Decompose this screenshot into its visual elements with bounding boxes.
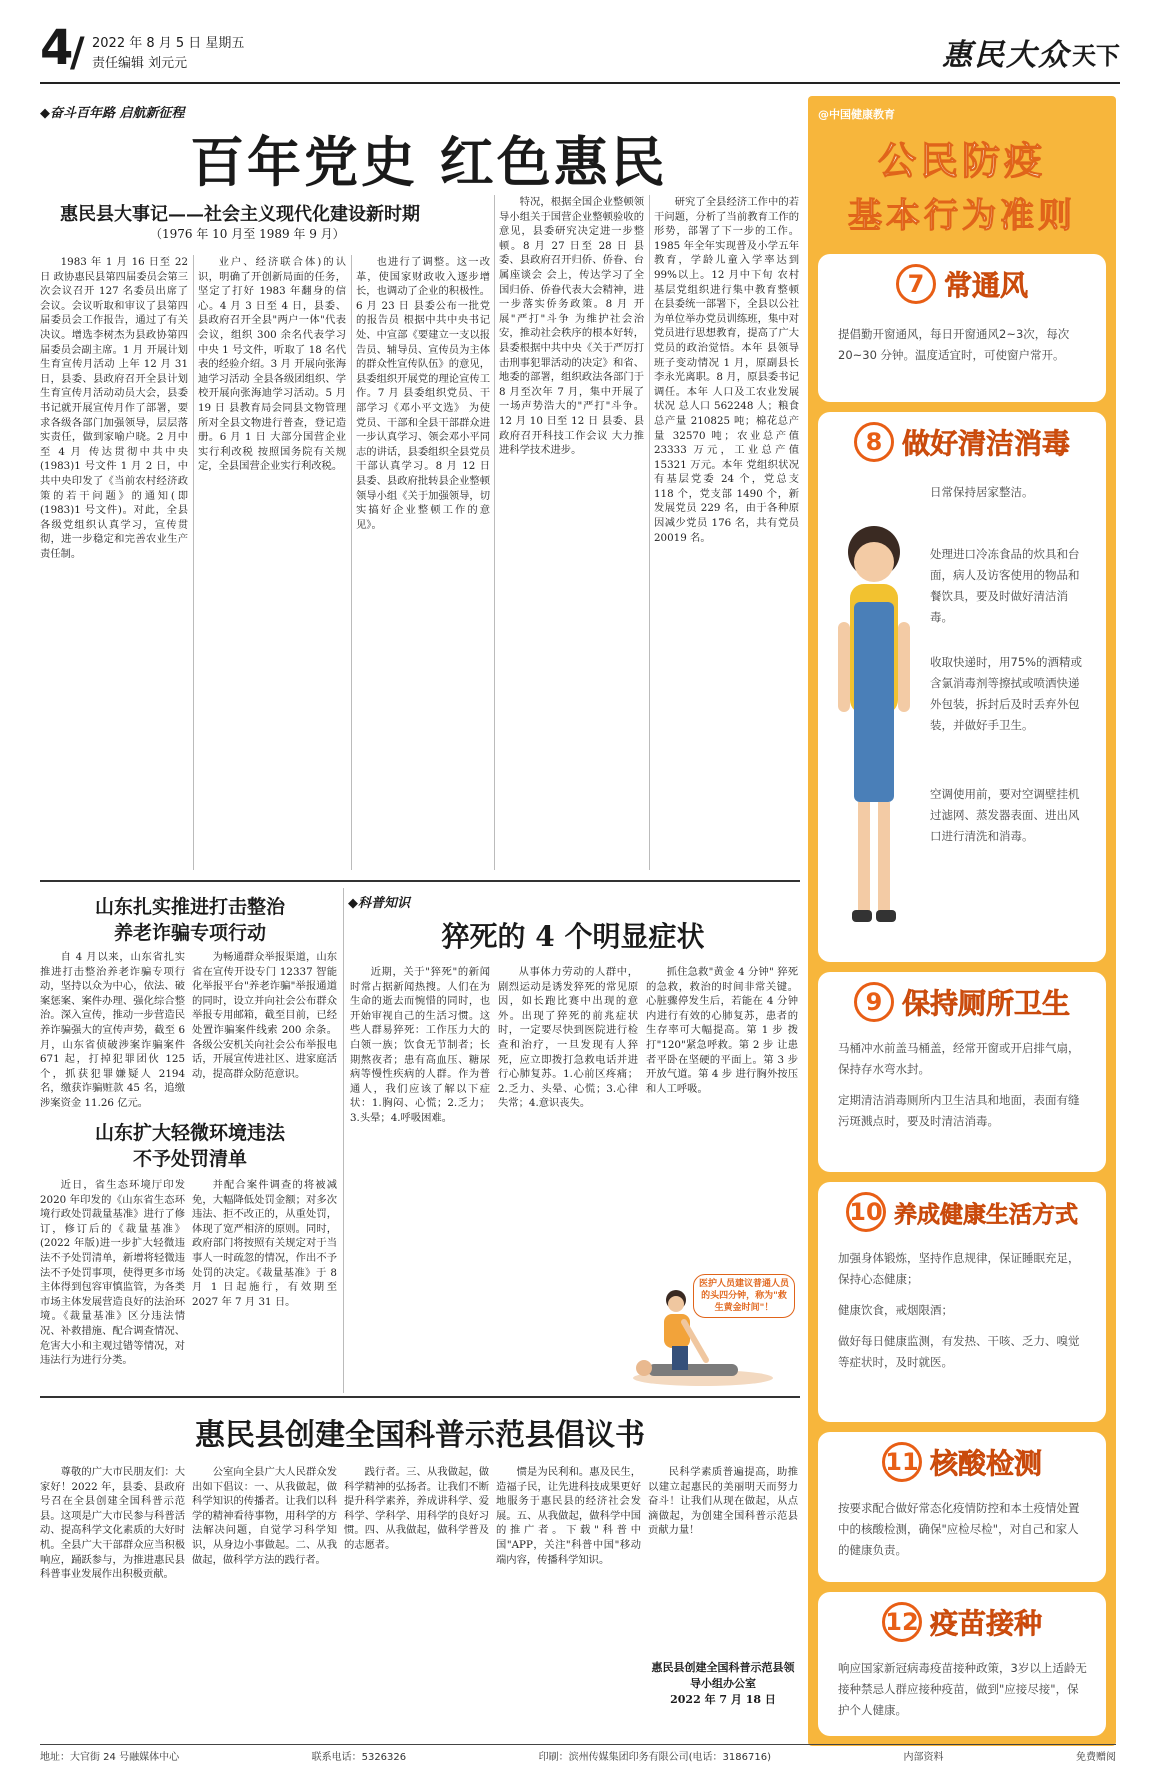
lead-column-4: 特况，根据全国企业整顿领导小组关于国营企业整顿验收的意见，县委研究决定进一步整顿。8 月 27 日至 28 日 县委、县政府召开归侨、侨眷、台属座谈会 会上，传达学习了全国归侨、侨眷代表大会精神，进一步落实侨务政策。8 月 开展"严打"斗争 为维护社会治安，推动社会秩序的根本好转，县委根据中共中央《关于严厉打击刑事犯罪活动的决定》和省、地委的部署，组织政法各部门于 8 月至次年 7 月，集中开展了一场声势浩大的"严打"斗争。12 月 10 日至 12 日 县委、县政府召开科技工作会议 大力推进科学技术进步。	[499, 196, 644, 457]
rule-body-7: 提倡勤开窗通风，每日开窗通风2~3次，每次20~30 分钟。温度适宜时，可使窗户常开。	[838, 327, 1070, 362]
story2-headline-line2: 不予处罚清单	[132, 1148, 247, 1170]
cpr-caption: 医护人员建议普通人员的头四分钟，称为"救生黄金时间"！	[693, 1274, 795, 1318]
lead-column-5: 研究了全县经济工作中的若干问题，分析了当前教育工作的形势，部署了下一步的工作。1985 年全年实现普及小学五年教育，学龄儿童入学率达到 99%以上。12 月中下旬 农村基层党组织进行集中教育整顿 在县委统一部署下，全县以公社为单位举办党员训练班，集中对党员进行思想教育，提高了广大党员的政治觉悟。本年 县领导班子变动情况 1 月，原副县长李永光离职。8 月，原县委书记调任。本年 人口及工农业发展状况 总人口 562248 人；粮食总产量 210825 吨；棉花总产量 32570 吨；农业总产值 23333 万元，工业总产值 15321 万元。本年 党组织状况 有基层党委 24 个，党总支 118 个，党支部 1490 个，新发展党员 229 名，由于各种原因减少党员 176 名，共有党员 20019 名。	[654, 196, 799, 544]
rule-card-8	[818, 412, 1106, 962]
rule-card-11	[818, 1432, 1106, 1582]
lead-kicker: ◆奋斗百年路 启航新征程	[40, 106, 185, 121]
rule-body-8-line2: 处理进口冷冻食品的炊具和台面，病人及访客使用的物品和餐饮具，要及时做好清洁消毒。	[930, 547, 1080, 624]
story1-column-2: 为畅通群众举报渠道，山东省在宣传开设专门 12337 智能化举报平台"养老诈骗"举报通道的同时，设立并向社会公布群众举报专用邮箱，截至目前，已经处置诈骗案件线索 200 余条。各级公安机关向社会公布举报电话，开展宣传进社区、进家庭活动，提高群众防范意识。	[192, 951, 337, 1080]
story4-column-4: 惯是为民利和。惠及民生，造福子民，让先进科技成果更好地服务于惠民县的经济社会发展。五、从我做起，做科学中国的推广者。下载"科普中国"APP，关注"科普中国"移动端内容，传播科学知识。	[496, 1466, 641, 1566]
sidebar-source-tag: @中国健康教育	[818, 108, 895, 121]
footer-address: 地址：大官街 24 号融媒体中心	[40, 1752, 180, 1763]
rule-card-8-head	[854, 422, 1070, 462]
rule-body-8-line4: 空调使用前，要对空调壁挂机过滤网、蒸发器表面、进出风口进行清洗和消毒。	[930, 787, 1080, 843]
editor-credit: 责任编辑 刘元元	[92, 56, 188, 71]
story1-headline-line2: 养老诈骗专项行动	[113, 922, 266, 944]
story3-headline: 猝死的 4 个明显症状	[441, 920, 705, 953]
sidebar-title-line1: 公民防疫	[877, 139, 1046, 183]
rule-card-9	[818, 972, 1106, 1172]
rule-number-10: 10	[846, 1192, 886, 1232]
rule-number-9: 9	[854, 982, 894, 1022]
story4-column-1: 尊敬的广大市民朋友们：大家好！2022 年，县委、县政府号召在全县创建全国科普示范县。这项是广大市民参与科普活动、提高科学文化素质的大好时机。全县广大干部群众应当积极响应，踊跃参与，为推进惠民县科普事业发展作出积极贡献。	[40, 1466, 185, 1581]
rule-body-10: 加强身体锻炼，坚持作息规律，保证睡眠充足，保持心态健康； 健康饮食，戒烟限酒； 做好每日健康监测，有发热、干咳、乏力、嗅觉等症状时，及时就医。	[838, 1251, 1080, 1369]
story4-headline: 惠民县创建全国科普示范县倡议书	[195, 1418, 645, 1453]
story4-signature	[648, 1660, 798, 1708]
rule-number-12: 12	[882, 1602, 922, 1642]
epidemic-prevention-sidebar	[808, 96, 1116, 1746]
page-slash: /	[70, 30, 85, 76]
story4-column-3: 践行者。三、从我做起，做科学精神的弘扬者。让我们不断提升科学素养，养成讲科学、爱科学、学科学、用科学的良好习惯。四、从我做起，做科学普及的志愿者。	[344, 1466, 489, 1551]
story2-column-1: 近日，省生态环境厅印发 2020 年印发的《山东省生态环境行政处罚裁量基准》进行了修订，修订后的《裁量基准》(2022 年版)进一步扩大轻微违法不予处罚清单，新增将轻微违法不予处罚事项，使得更多市场主体得到包容审慎监管，为各类市场主体发展营造良好的法治环境。《裁量基准》区分违法情况、补救措施、配合调查情况、危害大小和主观过错等情况，对违法行为进行分类。	[40, 1179, 185, 1367]
story4-column-5: 民科学素质普遍提高，助推以建立起惠民的美丽明天而努力奋斗！让我们从现在做起，从点滴做起，为创建全国科普示范县贡献力量！	[648, 1466, 798, 1537]
rule-number-7: 7	[896, 264, 936, 304]
lead-column-2: 业户、经济联合体)的认识，明确了开创新局面的任务，坚定了打好 1983 年翻身的信心。4 月 3 日至 4 日，县委、县政府召开全县"两户一体"代表会议，组织 300 余名代表学习中央 1 号文件，听取了 18 名代表的经验介绍。3 月 开展向张海迪学习活动 全县各级团组织、学校开展向张海迪学习活动。5 月 19 日 县教育局会同县文物管理所对全县文物进行普查，登记造册。6 月 1 日 大部分国营企业实行利改税 按照国务院有关规定，全县国营企业实行利改税。	[198, 256, 346, 473]
signature-date: 2022 年 7 月 18 日	[670, 1693, 776, 1706]
story1-headline-line1: 山东扎实推进打击整治	[94, 896, 285, 918]
lead-subtitle: 惠民县大事记——社会主义现代化建设新时期	[60, 204, 420, 225]
footer-note-internal: 内部资料	[903, 1752, 944, 1763]
rule-title-11: 核酸检测	[929, 1447, 1043, 1480]
rule-body-12: 响应国家新冠病毒疫苗接种政策，3岁以上适龄无接种禁忌人群应接种疫苗，做到"应接尽接"，保护个人健康。	[838, 1661, 1087, 1717]
rule-title-12: 疫苗接种	[929, 1607, 1043, 1640]
rule-title-7: 常通风	[943, 269, 1029, 302]
rule-card-11-head	[882, 1442, 1042, 1482]
footer-printer: 印刷：滨州传媒集团印务有限公司(电话：3186716)	[538, 1752, 771, 1763]
footer-phone: 联系电话：5326326	[311, 1752, 407, 1763]
newspaper-brand: 惠民大众	[942, 38, 1070, 73]
cpr-illustration	[628, 1270, 798, 1390]
story1-column-1: 自 4 月以来，山东省扎实推进打击整治养老诈骗专项行动，坚持以众为中心，依法、破案惩案、案件办理、强化综合整治。深入宣传，推动一步营造民养诈骗强大的宣传声势，截至 6 月，山东省侦破涉案诈骗案件 671 起，打掉犯罪团伙 125 个，抓获犯罪嫌疑人 2194 名，缴获诈骗赃款 45 名，追缴涉案资金 11.26 亿元。	[40, 951, 185, 1109]
rule-body-8-line1: 日常保持居家整洁。	[930, 485, 1034, 499]
rule-number-11: 11	[882, 1442, 922, 1482]
rule-card-10	[818, 1182, 1106, 1422]
footer-note-free: 免费赠阅	[1075, 1752, 1116, 1763]
issue-date: 2022 年 8 月 5 日 星期五	[92, 36, 245, 51]
sidebar-title-line2: 基本行为准则	[848, 196, 1076, 236]
story3-column-2: 从事体力劳动的人群中，剧烈运动是诱发猝死的常见原因，如长跑比赛中出现的意外。出现了猝死的前兆症状时，一定要尽快到医院进行检查和治疗，一旦发现有人猝死，应立即拨打急救电话并进行心肺复苏。1.心前区疼痛；2.乏力、头晕、心慌；3.心律失常；4.意识丧失。	[498, 966, 638, 1110]
section-name: 天下	[1072, 41, 1120, 70]
story3-column-3: 抓住急救"黄金 4 分钟" 猝死的急救，救治的时间非常关键。心脏骤停发生后，若能在 4 分钟内进行有效的心肺复苏，患者的生存率可大幅提高。第 1 步 拨打"120"紧急呼救。第 2 步 让患者平卧在坚硬的平面上。第 3 步 开放气道。第 4 步 进行胸外按压和人工呼吸。	[646, 966, 798, 1095]
lead-column-3: 也进行了调整。这一改革，使国家财政收入逐步增长，也调动了企业的积极性。6 月 23 日 县委公布一批党的报告员 根据中共中央书记处、中宣部《要建立一支以报告员、辅导员、宣传员为主体的群众性宣传队伍》的意见，县委组织开展党的理论宣传工作。7 月 县委组织党员、干部学习《邓小平文选》 为使党员、干部和全县干部群众进一步认真学习、领会邓小平同志的讲话，县委组织全县党员干部认真学习。8 月 12 日 县委、县政府批转县企业整顿领导小组《关于加强领导，切实搞好企业整顿工作的意见》。	[356, 256, 490, 531]
lead-headline: 百年党史 红色惠民	[190, 130, 668, 194]
masthead	[40, 22, 1120, 84]
rule-title-10: 养成健康生活方式	[894, 1201, 1078, 1228]
rule-number-8: 8	[854, 422, 894, 462]
story2-headline-line1: 山东扩大轻微环境违法	[94, 1122, 285, 1144]
story3-kicker: ◆科普知识	[348, 896, 410, 911]
story2-column-2: 并配合案件调查的将被减免，大幅降低处罚金额；对多次违法、拒不改正的，从重处罚，体现了宽严相济的原则。同时，政府部门将按照有关规定对于当事人一时疏忽的情况，作出不予处罚的决定。《裁量基准》于 8 月 1 日起施行，有效期至 2027 年 7 月 31 日。	[192, 1179, 337, 1308]
rule-body-11: 按要求配合做好常态化疫情防控和本土疫情处置中的核酸检测，确保"应检尽检"，对自己和家人的健康负责。	[838, 1501, 1080, 1557]
page-footer	[40, 1744, 1116, 1763]
story4-column-2: 公室向全县广大人民群众发出如下倡议：一、从我做起，做科学知识的传播者。让我们以科学的精神看待事物，用科学的方法解决问题，自觉学习科学知识，从身边小事做起。二、从我做起，做科学方法的践行者。	[192, 1466, 337, 1566]
rule-body-9: 马桶冲水前盖马桶盖，经常开窗或开启排气扇，保持存水弯水封。 定期清洁消毒厕所内卫生洁具和地面，表面有缝污斑溅点时，要及时清洁消毒。	[838, 1041, 1080, 1128]
signature-org: 惠民县创建全国科普示范县领导小组办公室	[651, 1661, 795, 1690]
rule-card-12-head	[882, 1602, 1042, 1642]
lead-column-1: 1983 年 1 月 16 日至 22 日 政协惠民县第四届委员会第三次会议召开 127 名委员出席了会议。会议听取和审议了县第四届委员会工作报告，通过了有关决议。增选李树杰为县政协第四届委员会副主席。1 月 开展计划生育宣传月活动 上年 12 月 31 日，县委、县政府召开全县计划生育宣传月活动动员大会，县委书记就开展宣传月作了部署，要求各级各部门加强领导，层层落实责任，做到家喻户晓。2 月中至 4 月 传达贯彻中共中央(1983)1 号文件 1 月 2 日，中共中央印发了《当前农村经济政策的若干问题》的通知(即(1983)1 号文件)。对此，全县各级党组织认真学习，宣传贯彻，进一步稳定和完善农业生产责任制。	[40, 256, 188, 560]
rule-card-7	[818, 254, 1106, 402]
page-number: 4	[40, 20, 74, 76]
cleaning-woman-icon	[824, 512, 924, 942]
rule-card-7-head	[896, 264, 1028, 304]
rule-card-9-head	[854, 982, 1070, 1022]
rule-card-10-head	[846, 1192, 1078, 1232]
rule-title-8: 做好清洁消毒	[901, 427, 1071, 460]
rule-title-9: 保持厕所卫生	[901, 987, 1071, 1020]
lead-period: （1976 年 10 月至 1989 年 9 月）	[150, 227, 345, 241]
rule-body-8-line3: 收取快递时，用75%的酒精或含氯消毒剂等擦拭或喷洒快递外包装，拆封后及时丢弃外包装，并做好手卫生。	[930, 655, 1083, 732]
story3-column-1: 近期，关于"猝死"的新闻时常占据新闻热搜。人们在为生命的逝去而惋惜的同时，也开始审视自己的生活习惯。这些人群易猝死：工作压力大的白领一族；饮食无节制者；长期熬夜者；患有高血压、糖尿病等慢性疾病的人群。作为普通人，我们应该了解以下症状：1.胸闷、心慌；2.乏力；3.头晕；4.呼吸困难。	[350, 966, 490, 1124]
rule-card-12	[818, 1592, 1106, 1736]
